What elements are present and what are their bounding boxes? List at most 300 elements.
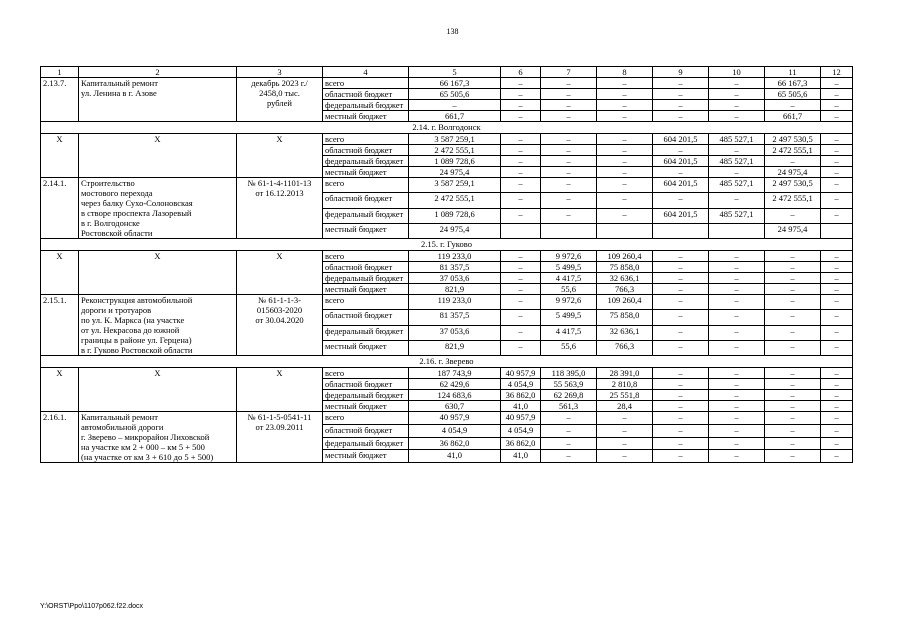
amount-cell: – (765, 273, 821, 284)
amount-cell: 119 233,0 (409, 295, 501, 310)
amount-cell: 485 527,1 (709, 134, 765, 145)
amount-cell: – (709, 193, 765, 208)
amount-cell: 36 862,0 (501, 390, 541, 401)
amount-cell: 485 527,1 (709, 156, 765, 167)
amount-cell: 485 527,1 (709, 178, 765, 193)
amount-cell: 4 417,5 (541, 325, 597, 340)
amount-cell: – (597, 145, 653, 156)
amount-cell: – (765, 295, 821, 310)
amount-cell: 2 497 530,5 (765, 178, 821, 193)
amount-cell: 109 260,4 (597, 295, 653, 310)
amount-cell: – (541, 145, 597, 156)
amount-cell: – (653, 167, 709, 178)
amount-cell: 2 810,8 (597, 379, 653, 390)
item-document: Х (237, 251, 323, 295)
item-number: 2.14.1. (41, 178, 79, 239)
amount-cell: – (765, 100, 821, 111)
column-header: 6 (501, 67, 541, 78)
amount-cell: – (653, 379, 709, 390)
amount-cell: 81 357,5 (409, 310, 501, 325)
amount-cell: 55,6 (541, 340, 597, 355)
amount-cell: – (821, 310, 853, 325)
funding-source: местный бюджет (323, 167, 409, 178)
amount-cell: – (765, 156, 821, 167)
amount-cell: – (821, 156, 853, 167)
amount-cell: – (653, 111, 709, 122)
amount-cell: 75 858,0 (597, 262, 653, 273)
funding-source: всего (323, 178, 409, 193)
amount-cell: 24 975,4 (765, 167, 821, 178)
amount-cell: 1 089 728,6 (409, 208, 501, 223)
amount-cell: – (821, 89, 853, 100)
amount-cell: – (653, 368, 709, 379)
amount-cell: – (653, 401, 709, 412)
amount-cell: 24 975,4 (409, 223, 501, 238)
amount-cell: – (501, 208, 541, 223)
amount-cell: – (501, 100, 541, 111)
funding-source: областной бюджет (323, 89, 409, 100)
item-document: Х (237, 368, 323, 412)
funding-source: местный бюджет (323, 340, 409, 355)
amount-cell: – (541, 208, 597, 223)
item-number: 2.16.1. (41, 412, 79, 463)
amount-cell: 661,7 (765, 111, 821, 122)
amount-cell: – (501, 273, 541, 284)
amount-cell: 55,6 (541, 284, 597, 295)
amount-cell: 32 636,1 (597, 273, 653, 284)
section-title: 2.14. г. Волгодонск (41, 122, 853, 134)
amount-cell: – (821, 295, 853, 310)
amount-cell: 4 417,5 (541, 273, 597, 284)
funding-source: всего (323, 295, 409, 310)
amount-cell: – (709, 145, 765, 156)
funding-source: федеральный бюджет (323, 100, 409, 111)
amount-cell: 124 683,6 (409, 390, 501, 401)
item-document: декабрь 2023 г./ 2458,0 тыс. рублей (237, 78, 323, 122)
amount-cell: – (653, 340, 709, 355)
column-header: 7 (541, 67, 597, 78)
item-description: Х (79, 368, 237, 412)
table-row (41, 78, 853, 89)
funding-source: областной бюджет (323, 379, 409, 390)
amount-cell: – (653, 262, 709, 273)
amount-cell: – (709, 390, 765, 401)
amount-cell: 561,3 (541, 401, 597, 412)
amount-cell: – (653, 437, 709, 450)
amount-cell: – (653, 325, 709, 340)
item-document: № 61-1-5-0541-11 от 23.09.2011 (237, 412, 323, 463)
amount-cell: 2 472 555,1 (765, 193, 821, 208)
table-row (41, 251, 853, 262)
amount-cell: – (597, 111, 653, 122)
funding-source: областной бюджет (323, 145, 409, 156)
funding-source: всего (323, 78, 409, 89)
funding-source: областной бюджет (323, 310, 409, 325)
amount-cell: 604 201,5 (653, 134, 709, 145)
amount-cell: – (653, 450, 709, 463)
amount-cell: – (765, 208, 821, 223)
amount-cell: – (501, 145, 541, 156)
section-title-row (41, 356, 853, 368)
item-number: 2.13.7. (41, 78, 79, 122)
amount-cell: – (597, 167, 653, 178)
amount-cell: – (765, 368, 821, 379)
amount-cell: 32 636,1 (597, 325, 653, 340)
amount-cell: – (597, 156, 653, 167)
amount-cell: 119 233,0 (409, 251, 501, 262)
amount-cell: 109 260,4 (597, 251, 653, 262)
amount-cell: – (541, 89, 597, 100)
amount-cell: – (821, 437, 853, 450)
amount-cell: – (501, 295, 541, 310)
item-description: Капитальный ремонт ул. Ленина в г. Азове (79, 78, 237, 122)
amount-cell: 604 201,5 (653, 208, 709, 223)
column-header: 2 (79, 67, 237, 78)
amount-cell: – (597, 193, 653, 208)
amount-cell (653, 223, 709, 238)
amount-cell: – (541, 167, 597, 178)
amount-cell: 37 053,6 (409, 325, 501, 340)
amount-cell: – (821, 390, 853, 401)
amount-cell: – (501, 178, 541, 193)
section-title-row (41, 239, 853, 251)
item-description: Х (79, 251, 237, 295)
column-header: 8 (597, 67, 653, 78)
amount-cell: – (541, 78, 597, 89)
amount-cell (821, 223, 853, 238)
amount-cell: 36 862,0 (409, 437, 501, 450)
amount-cell: – (709, 325, 765, 340)
amount-cell: – (765, 379, 821, 390)
amount-cell: 821,9 (409, 284, 501, 295)
amount-cell: – (501, 89, 541, 100)
amount-cell: – (501, 284, 541, 295)
amount-cell: – (821, 193, 853, 208)
amount-cell: – (541, 178, 597, 193)
amount-cell (709, 223, 765, 238)
amount-cell: – (709, 251, 765, 262)
amount-cell: – (501, 251, 541, 262)
amount-cell: – (653, 251, 709, 262)
amount-cell: – (501, 310, 541, 325)
funding-source: всего (323, 251, 409, 262)
amount-cell: – (409, 100, 501, 111)
amount-cell: 3 587 259,1 (409, 134, 501, 145)
amount-cell: – (597, 78, 653, 89)
funding-source: федеральный бюджет (323, 273, 409, 284)
item-number: Х (41, 251, 79, 295)
amount-cell: 65 505,6 (765, 89, 821, 100)
amount-cell: 62 269,8 (541, 390, 597, 401)
amount-cell: 4 054,9 (501, 424, 541, 437)
item-description: Строительство мостового перехода через балку Сухо-Солоновская в створе проспекта Лазоревый в г. Волгодонске Ростовской области (79, 178, 237, 239)
amount-cell: 2 497 530,5 (765, 134, 821, 145)
amount-cell: – (709, 284, 765, 295)
amount-cell: 485 527,1 (709, 208, 765, 223)
amount-cell: 28,4 (597, 401, 653, 412)
column-header: 11 (765, 67, 821, 78)
amount-cell: 9 972,6 (541, 295, 597, 310)
amount-cell: – (541, 424, 597, 437)
amount-cell: – (653, 284, 709, 295)
amount-cell: 5 499,5 (541, 310, 597, 325)
amount-cell: – (821, 262, 853, 273)
amount-cell: – (541, 100, 597, 111)
amount-cell: – (765, 251, 821, 262)
funding-source: местный бюджет (323, 284, 409, 295)
item-description: Капитальный ремонт автомобильной дороги г. Зверево – микрорайон Лиховской на участке км 2 + 000 – км 5 + 500 (на участке от км 3 + 610 до 5 + 500) (79, 412, 237, 463)
amount-cell: – (765, 401, 821, 412)
amount-cell: – (709, 379, 765, 390)
amount-cell: – (597, 424, 653, 437)
column-header: 10 (709, 67, 765, 78)
funding-source: всего (323, 134, 409, 145)
amount-cell: – (765, 412, 821, 425)
funding-source: федеральный бюджет (323, 156, 409, 167)
amount-cell: – (765, 325, 821, 340)
amount-cell: – (765, 437, 821, 450)
amount-cell: – (709, 111, 765, 122)
amount-cell: – (821, 178, 853, 193)
column-header-row (41, 67, 853, 78)
amount-cell: – (541, 193, 597, 208)
amount-cell: 41,0 (409, 450, 501, 463)
amount-cell: – (653, 424, 709, 437)
amount-cell: – (765, 310, 821, 325)
amount-cell: 36 862,0 (501, 437, 541, 450)
amount-cell: – (709, 167, 765, 178)
table-row (41, 412, 853, 425)
amount-cell: – (821, 111, 853, 122)
amount-cell: – (821, 424, 853, 437)
funding-source: местный бюджет (323, 111, 409, 122)
amount-cell: 37 053,6 (409, 273, 501, 284)
amount-cell: 118 395,0 (541, 368, 597, 379)
amount-cell: 66 167,3 (409, 78, 501, 89)
amount-cell: – (765, 284, 821, 295)
table-row (41, 368, 853, 379)
column-header: 5 (409, 67, 501, 78)
amount-cell: – (709, 368, 765, 379)
amount-cell: – (821, 325, 853, 340)
amount-cell: – (597, 89, 653, 100)
amount-cell: – (653, 193, 709, 208)
item-description: Реконструкция автомобильной дороги и тротуаров по ул. К. Маркса (на участке от ул. Некрасова до южной границы в районе ул. Герцена) в г. Гуково Ростовской области (79, 295, 237, 356)
table-row (41, 178, 853, 193)
funding-source: федеральный бюджет (323, 325, 409, 340)
amount-cell: 5 499,5 (541, 262, 597, 273)
amount-cell: – (709, 100, 765, 111)
amount-cell: 65 505,6 (409, 89, 501, 100)
funding-source: местный бюджет (323, 223, 409, 238)
amount-cell: 2 472 555,1 (409, 145, 501, 156)
amount-cell: – (765, 262, 821, 273)
amount-cell: – (709, 262, 765, 273)
amount-cell: 81 357,5 (409, 262, 501, 273)
amount-cell: – (653, 145, 709, 156)
file-path-footer: Y:\ORST\Ppo\1107p062.f22.docx (40, 603, 143, 610)
amount-cell: – (597, 178, 653, 193)
amount-cell: – (765, 340, 821, 355)
amount-cell: 28 391,0 (597, 368, 653, 379)
section-title: 2.16. г. Зверево (41, 356, 853, 368)
amount-cell: – (821, 368, 853, 379)
amount-cell: – (653, 78, 709, 89)
funding-source: областной бюджет (323, 262, 409, 273)
amount-cell: – (821, 145, 853, 156)
amount-cell: – (821, 379, 853, 390)
amount-cell: 62 429,6 (409, 379, 501, 390)
amount-cell: 9 972,6 (541, 251, 597, 262)
amount-cell: 3 587 259,1 (409, 178, 501, 193)
item-document: № 61-1-1-3- 015603-2020 от 30.04.2020 (237, 295, 323, 356)
amount-cell: – (765, 390, 821, 401)
amount-cell: 604 201,5 (653, 178, 709, 193)
amount-cell (541, 223, 597, 238)
amount-cell (597, 223, 653, 238)
amount-cell: 661,7 (409, 111, 501, 122)
item-description: Х (79, 134, 237, 178)
amount-cell: – (709, 412, 765, 425)
funding-source: местный бюджет (323, 450, 409, 463)
amount-cell: 821,9 (409, 340, 501, 355)
amount-cell: 40 957,9 (501, 412, 541, 425)
amount-cell: – (653, 273, 709, 284)
column-header: 3 (237, 67, 323, 78)
amount-cell: – (709, 401, 765, 412)
item-document: № 61-1-4-1101-13 от 16.12.2013 (237, 178, 323, 239)
amount-cell: 187 743,9 (409, 368, 501, 379)
amount-cell: – (653, 390, 709, 401)
amount-cell: – (821, 100, 853, 111)
budget-table (40, 66, 853, 463)
amount-cell: 4 054,9 (501, 379, 541, 390)
amount-cell: – (821, 167, 853, 178)
amount-cell: – (597, 134, 653, 145)
amount-cell: – (821, 284, 853, 295)
amount-cell: – (501, 167, 541, 178)
amount-cell (501, 223, 541, 238)
amount-cell: – (709, 295, 765, 310)
amount-cell: 766,3 (597, 284, 653, 295)
funding-source: областной бюджет (323, 193, 409, 208)
amount-cell: – (709, 437, 765, 450)
table-row (41, 295, 853, 310)
section-title: 2.15. г. Гуково (41, 239, 853, 251)
column-header: 1 (41, 67, 79, 78)
funding-source: всего (323, 368, 409, 379)
amount-cell: 55 563,9 (541, 379, 597, 390)
funding-source: федеральный бюджет (323, 437, 409, 450)
amount-cell: – (597, 208, 653, 223)
amount-cell: 66 167,3 (765, 78, 821, 89)
amount-cell: – (541, 450, 597, 463)
amount-cell: – (821, 273, 853, 284)
amount-cell: – (821, 251, 853, 262)
amount-cell: – (821, 401, 853, 412)
item-number: 2.15.1. (41, 295, 79, 356)
amount-cell: – (501, 78, 541, 89)
amount-cell: 2 472 555,1 (765, 145, 821, 156)
amount-cell: – (501, 262, 541, 273)
amount-cell: – (501, 325, 541, 340)
amount-cell: – (653, 100, 709, 111)
amount-cell: 630,7 (409, 401, 501, 412)
amount-cell: – (821, 134, 853, 145)
amount-cell: – (653, 295, 709, 310)
amount-cell: – (501, 134, 541, 145)
amount-cell: – (597, 450, 653, 463)
amount-cell: – (821, 78, 853, 89)
amount-cell: 41,0 (501, 450, 541, 463)
amount-cell: 24 975,4 (765, 223, 821, 238)
amount-cell: – (597, 100, 653, 111)
amount-cell: – (653, 89, 709, 100)
amount-cell: – (709, 340, 765, 355)
amount-cell: 41,0 (501, 401, 541, 412)
amount-cell: 24 975,4 (409, 167, 501, 178)
page-number: 138 (446, 27, 459, 36)
column-header: 9 (653, 67, 709, 78)
amount-cell: – (709, 89, 765, 100)
amount-cell: 25 551,8 (597, 390, 653, 401)
amount-cell: – (709, 424, 765, 437)
amount-cell: 604 201,5 (653, 156, 709, 167)
amount-cell: – (653, 310, 709, 325)
amount-cell: – (541, 134, 597, 145)
amount-cell: – (821, 412, 853, 425)
amount-cell: – (709, 78, 765, 89)
amount-cell: – (541, 156, 597, 167)
amount-cell: – (821, 208, 853, 223)
amount-cell: – (653, 412, 709, 425)
amount-cell: – (541, 437, 597, 450)
amount-cell: – (709, 310, 765, 325)
amount-cell: – (765, 424, 821, 437)
funding-source: федеральный бюджет (323, 390, 409, 401)
amount-cell: 75 858,0 (597, 310, 653, 325)
funding-source: областной бюджет (323, 424, 409, 437)
amount-cell: – (501, 193, 541, 208)
amount-cell: – (709, 273, 765, 284)
amount-cell: – (597, 412, 653, 425)
amount-cell: – (541, 111, 597, 122)
item-number: Х (41, 368, 79, 412)
amount-cell: – (541, 412, 597, 425)
amount-cell: 40 957,9 (501, 368, 541, 379)
funding-source: всего (323, 412, 409, 425)
section-title-row (41, 122, 853, 134)
amount-cell: 1 089 728,6 (409, 156, 501, 167)
amount-cell: 766,3 (597, 340, 653, 355)
amount-cell: 40 957,9 (409, 412, 501, 425)
amount-cell: – (821, 450, 853, 463)
column-header: 12 (821, 67, 853, 78)
amount-cell: – (501, 111, 541, 122)
amount-cell: – (597, 437, 653, 450)
funding-source: федеральный бюджет (323, 208, 409, 223)
amount-cell: – (501, 156, 541, 167)
amount-cell: – (765, 450, 821, 463)
amount-cell: 2 472 555,1 (409, 193, 501, 208)
table-row (41, 134, 853, 145)
amount-cell: 4 054,9 (409, 424, 501, 437)
column-header: 4 (323, 67, 409, 78)
item-document: Х (237, 134, 323, 178)
funding-source: местный бюджет (323, 401, 409, 412)
amount-cell: – (709, 450, 765, 463)
amount-cell: – (501, 340, 541, 355)
